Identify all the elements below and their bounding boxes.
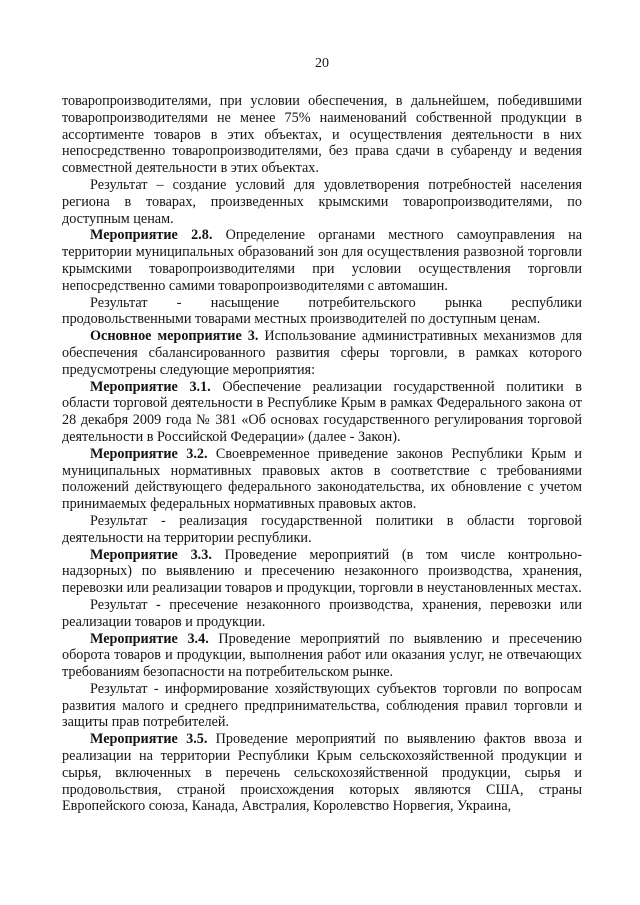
paragraph-result — [62, 295, 582, 329]
paragraph-continuation — [62, 93, 582, 177]
paragraph-text: Проведение мероприятий по выявлению и пресечению оборота товаров и продукции, выполнения работ или оказания услуг, не отвечающих требованиям безопасности на потребительском рынке. — [62, 630, 582, 681]
paragraph-main-measure-3 — [62, 328, 582, 378]
paragraph-measure-3-2 — [62, 446, 582, 513]
paragraph-result — [62, 597, 582, 631]
paragraph-measure-3-4 — [62, 631, 582, 681]
paragraph-text: Результат - информирование хозяйствующих субъектов торговли по вопросам развития малого и среднего предпринимательства, соблюдения правил торговли и защиты прав потребителей. — [62, 680, 582, 731]
paragraph-text: Обеспечение реализации государственной политики в области торговой деятельности в Республике Крым в рамках Федерального закона от 28 декабря 2009 года № 381 «Об основах государственного регулирования торговой деятельности в Российской Федерации» (далее - Закон). — [62, 378, 583, 445]
paragraph-result — [62, 681, 582, 731]
paragraph-text: Определение органами местного самоуправления на территории муниципальных образований зон для осуществления развозной торговли крымскими товаропроизводителями при условии осуществления торговли непосредственно самими товаропроизводителями с автомашин. — [62, 227, 583, 294]
page-number: 20 — [315, 56, 329, 71]
measure-heading: Мероприятие 3.3. — [90, 546, 212, 563]
measure-heading: Мероприятие 3.5. — [90, 731, 208, 748]
measure-heading: Основное мероприятие 3. — [90, 328, 259, 345]
paragraph-text: Результат - насыщение потребительского рынка республики продовольственными товарами местных производителей по доступным ценам. — [62, 294, 582, 328]
paragraph-measure-3-1 — [62, 379, 582, 446]
paragraph-text: товаропроизводителями, при условии обеспечения, в дальнейшем, победившими товаропроизводителями не менее 75% наименований собственной продукции в ассортименте товаров в этих объектах, и осуществления деятельности в них непосредственно товаропроизводителями, без права сдачи в субаренду и ведения совместной деятельности в этих объектах. — [62, 93, 582, 177]
paragraph-text: Результат - реализация государственной политики в области торговой деятельности на территории республики. — [62, 512, 582, 546]
paragraph-text: Проведение мероприятий (в том числе контрольно-надзорных) по выявлению и пресечению незаконного производства, хранения, перевозки или реализации товаров и продукции, торговли в неустановленных местах. — [62, 546, 582, 597]
measure-heading: Мероприятие 3.4. — [90, 630, 209, 647]
paragraph-result — [62, 513, 582, 547]
paragraph-text: Проведение мероприятий по выявлению фактов ввоза и реализации на территории Республики Крым сельскохозяйственной продукции и сырья, включенных в перечень сельскохозяйственной продукции, сырья и продовольствия, страной происхождения которых являются США, страны Европейского союза, Канада, Австралия, Королевство Норвегия, Украина, — [62, 731, 582, 815]
paragraph-text: Результат – создание условий для удовлетворения потребностей населения региона в товарах, произведенных крымскими товаропроизводителями, по доступным ценам. — [62, 176, 582, 227]
paragraph-measure-3-3 — [62, 547, 582, 597]
paragraph-text: Своевременное приведение законов Республики Крым и муниципальных нормативных правовых актов в соответствие с требованиями положений действующего федерального законодательства, их обновление с учетом принимаемых федеральных нормативных правовых актов. — [62, 445, 582, 513]
paragraph-result — [62, 177, 582, 227]
measure-heading: Мероприятие 3.2. — [90, 445, 208, 462]
paragraph-text: Использование административных механизмов для обеспечения сбалансированного развития сферы торговли, в рамках которого предусмотрены следующие мероприятия: — [62, 328, 582, 378]
paragraph-measure-2-8 — [62, 227, 582, 294]
paragraph-measure-3-5 — [62, 731, 582, 815]
paragraph-text: Результат - пресечение незаконного производства, хранения, перевозки или реализации товаров и продукции. — [62, 596, 582, 630]
measure-heading: Мероприятие 3.1. — [90, 378, 211, 395]
measure-heading: Мероприятие 2.8. — [90, 227, 213, 244]
